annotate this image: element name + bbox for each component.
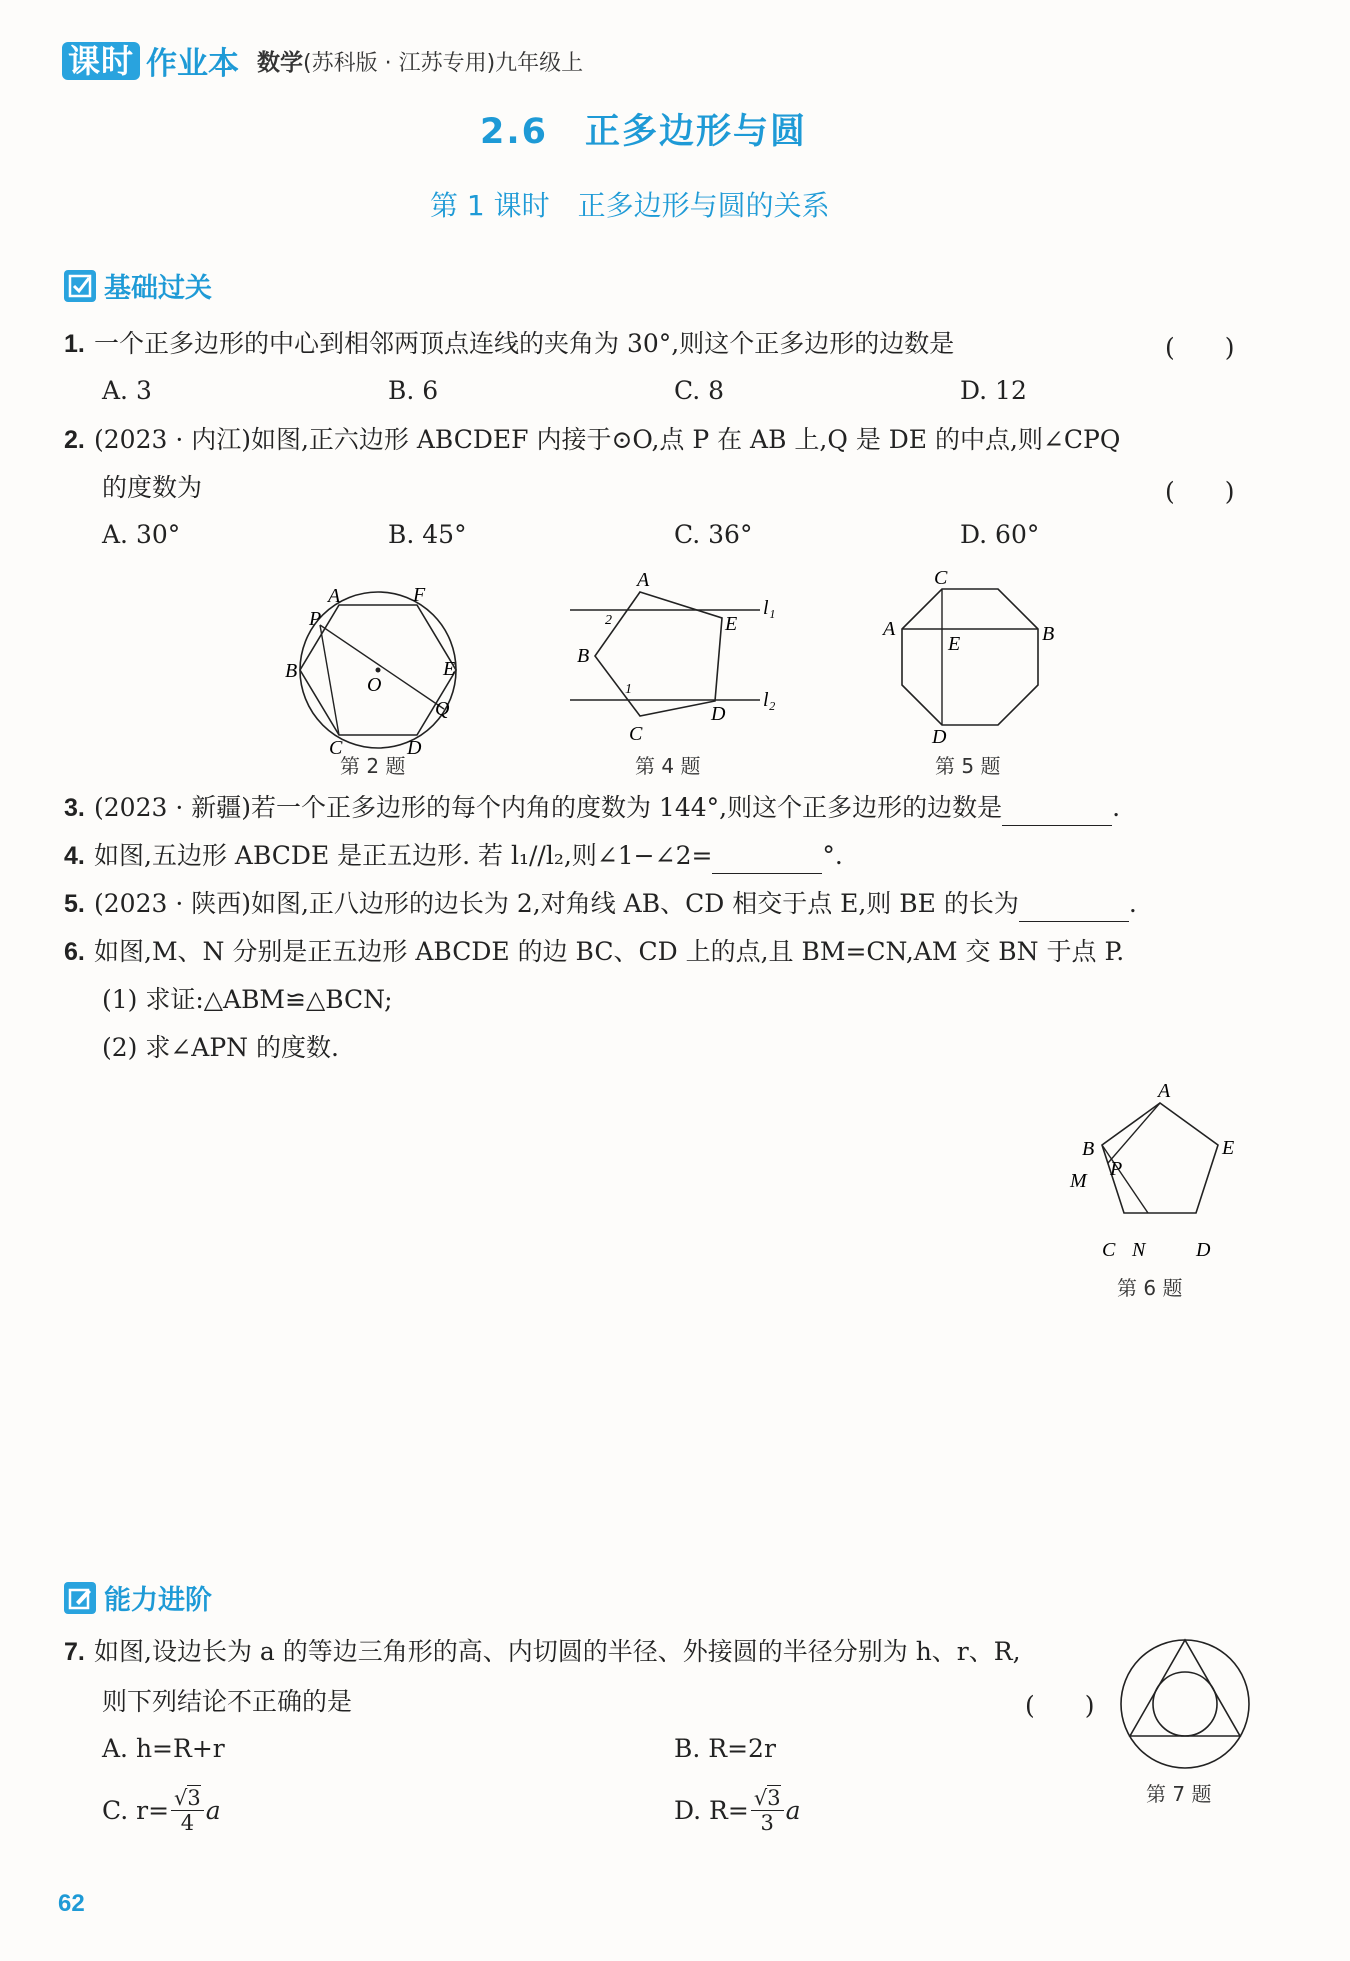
q3-answer-blank[interactable] xyxy=(1002,801,1112,826)
question-6-text: 如图,M、N 分别是正五边形 ABCDE 的边 BC、CD 上的点,且 BM=CN,AM 交 BN 于点 P. xyxy=(94,937,1125,966)
q7-option-c-fraction: $\frac{√3}{4}$ xyxy=(171,1786,204,1835)
figure-7-caption: 第 7 题 xyxy=(1146,1782,1212,1806)
fig5-label-b: B xyxy=(1042,623,1055,645)
fig5-label-e: E xyxy=(948,633,961,655)
figure-2-caption: 第 2 题 xyxy=(340,754,406,778)
question-4: 4. 如图,五边形 ABCDE 是正五边形. 若 l₁//l₂,则∠1−∠2= °. xyxy=(64,838,843,874)
fig2-label-p: P xyxy=(309,608,322,630)
q1-option-c: C. 8 xyxy=(674,376,725,405)
fig4-label-c: C xyxy=(629,723,643,745)
logo-badge: 课时 xyxy=(62,42,140,80)
q1-option-b: B. 6 xyxy=(388,376,439,405)
figure-2 xyxy=(285,585,485,755)
figure-7 xyxy=(1115,1632,1255,1772)
figure-4 xyxy=(565,568,790,748)
pencil-icon xyxy=(64,1582,96,1614)
fig2-label-a: A xyxy=(328,585,341,607)
fig4-label-l1: l₁ xyxy=(763,597,776,619)
q2-option-c: C. 36° xyxy=(674,520,753,549)
question-6-part-2: (2) 求∠APN 的度数. xyxy=(102,1033,339,1062)
question-2: 2. (2023 · 内江)如图,正六边形 ABCDEF 内接于⊙O,点 P 在 AB 上,Q 是 DE 的中点,则∠CPQ xyxy=(64,425,1121,454)
q7-option-d-fraction: $\frac{√3}{3}$ xyxy=(751,1786,784,1835)
fig2-label-q: Q xyxy=(435,698,450,720)
fig6-label-n: N xyxy=(1132,1239,1146,1261)
fig6-label-b: B xyxy=(1082,1138,1095,1160)
section-advanced-header xyxy=(64,1578,212,1617)
question-6-part-1: (1) 求证:△ABM≌△BCN; xyxy=(102,985,393,1014)
subject-label: 数学(苏科版 · 江苏专用)九年级上 xyxy=(257,50,584,76)
fig6-label-c: C xyxy=(1102,1239,1116,1261)
fig4-label-d: D xyxy=(711,703,726,725)
question-1: 1. 一个正多边形的中心到相邻两顶点连线的夹角为 30°,则这个正多边形的边数是 xyxy=(64,329,955,358)
fig5-label-d: D xyxy=(932,726,947,745)
question-1-text: 一个正多边形的中心到相邻两顶点连线的夹角为 30°,则这个正多边形的边数是 xyxy=(94,329,955,358)
q7-option-d: D. R= $\frac{√3}{3}$ a xyxy=(674,1786,801,1835)
figure-6 xyxy=(1060,1075,1260,1275)
fig5-label-a: A xyxy=(883,618,896,640)
fig4-label-b: B xyxy=(577,645,590,667)
fig4-label-l2: l₂ xyxy=(763,689,776,711)
figure-5-caption: 第 5 题 xyxy=(935,754,1001,778)
question-7-line2: 则下列结论不正确的是 xyxy=(102,1687,353,1716)
section-basic-label: 基础过关 xyxy=(104,273,212,304)
question-1-answer-paren: ( ) xyxy=(1165,333,1235,362)
q4-answer-blank[interactable] xyxy=(712,849,822,874)
fig4-label-angle2: 2 xyxy=(605,613,612,628)
fig6-label-e: E xyxy=(1222,1137,1235,1159)
fig2-label-o: O xyxy=(367,674,382,696)
question-7: 7. 如图,设边长为 a 的等边三角形的高、内切圆的半径、外接圆的半径分别为 h、r、R, xyxy=(64,1637,1021,1666)
q5-answer-blank[interactable] xyxy=(1019,897,1129,922)
section-advanced-label: 能力进阶 xyxy=(104,1585,212,1616)
fig4-label-angle1: 1 xyxy=(625,682,632,697)
fig6-label-d: D xyxy=(1196,1239,1211,1261)
question-4-text: 如图,五边形 ABCDE 是正五边形. 若 l₁//l₂,则∠1−∠2= xyxy=(94,841,713,870)
q7-option-a: A. h=R+r xyxy=(102,1734,225,1763)
q1-option-a: A. 3 xyxy=(102,376,152,405)
question-7-answer-paren: ( ) xyxy=(1025,1691,1095,1720)
question-7-text: 如图,设边长为 a 的等边三角形的高、内切圆的半径、外接圆的半径分别为 h、r、R, xyxy=(94,1637,1021,1666)
fig6-label-p: P xyxy=(1110,1158,1123,1180)
section-title: 2.6 正多边形与圆 xyxy=(480,112,808,152)
fig2-label-c: C xyxy=(329,737,343,755)
fig6-label-m: M xyxy=(1070,1170,1087,1192)
question-3-text: (2023 · 新疆)若一个正多边形的每个内角的度数为 144°,则这个正多边形的边数是 xyxy=(94,793,1003,822)
figure-4-caption: 第 4 题 xyxy=(635,754,701,778)
question-2-text: (2023 · 内江)如图,正六边形 ABCDEF 内接于⊙O,点 P 在 AB 上,Q 是 DE 的中点,则∠CPQ xyxy=(94,425,1121,454)
question-6: 6. 如图,M、N 分别是正五边形 ABCDE 的边 BC、CD 上的点,且 BM=CN,AM 交 BN 于点 P. xyxy=(64,937,1125,966)
figure-6-caption: 第 6 题 xyxy=(1117,1276,1183,1300)
question-2-line2: 的度数为 xyxy=(102,473,203,502)
question-5-text: (2023 · 陕西)如图,正八边形的边长为 2,对角线 AB、CD 相交于点 E,则 BE 的长为 xyxy=(94,889,1019,918)
fig2-label-e: E xyxy=(443,658,456,680)
q2-option-a: A. 30° xyxy=(102,520,181,549)
q2-option-b: B. 45° xyxy=(388,520,467,549)
lesson-title: 第 1 课时 正多边形与圆的关系 xyxy=(430,189,830,222)
fig2-label-f: F xyxy=(413,585,426,606)
fig4-label-a: A xyxy=(637,569,650,591)
q1-option-d: D. 12 xyxy=(960,376,1027,405)
fig4-label-e: E xyxy=(725,613,738,635)
page-number: 62 xyxy=(58,1890,85,1917)
fig6-label-a: A xyxy=(1158,1080,1171,1102)
fig5-label-c: C xyxy=(934,567,948,589)
q7-option-b: B. R=2r xyxy=(674,1734,776,1763)
page-header xyxy=(62,38,583,83)
logo-text: 作业本 xyxy=(146,46,240,82)
q7-option-c: C. r= $\frac{√3}{4}$ a xyxy=(102,1786,221,1835)
fig2-label-d: D xyxy=(407,737,422,755)
fig2-label-b: B xyxy=(285,660,298,682)
q2-option-d: D. 60° xyxy=(960,520,1040,549)
checkbox-icon xyxy=(64,270,96,302)
figure-5 xyxy=(880,565,1060,745)
question-2-answer-paren: ( ) xyxy=(1165,477,1235,506)
section-basic-header xyxy=(64,266,212,305)
question-3: 3. (2023 · 新疆)若一个正多边形的每个内角的度数为 144°,则这个正多边形的边数是 . xyxy=(64,790,1120,826)
question-5: 5. (2023 · 陕西)如图,正八边形的边长为 2,对角线 AB、CD 相交于点 E,则 BE 的长为 . xyxy=(64,886,1137,922)
